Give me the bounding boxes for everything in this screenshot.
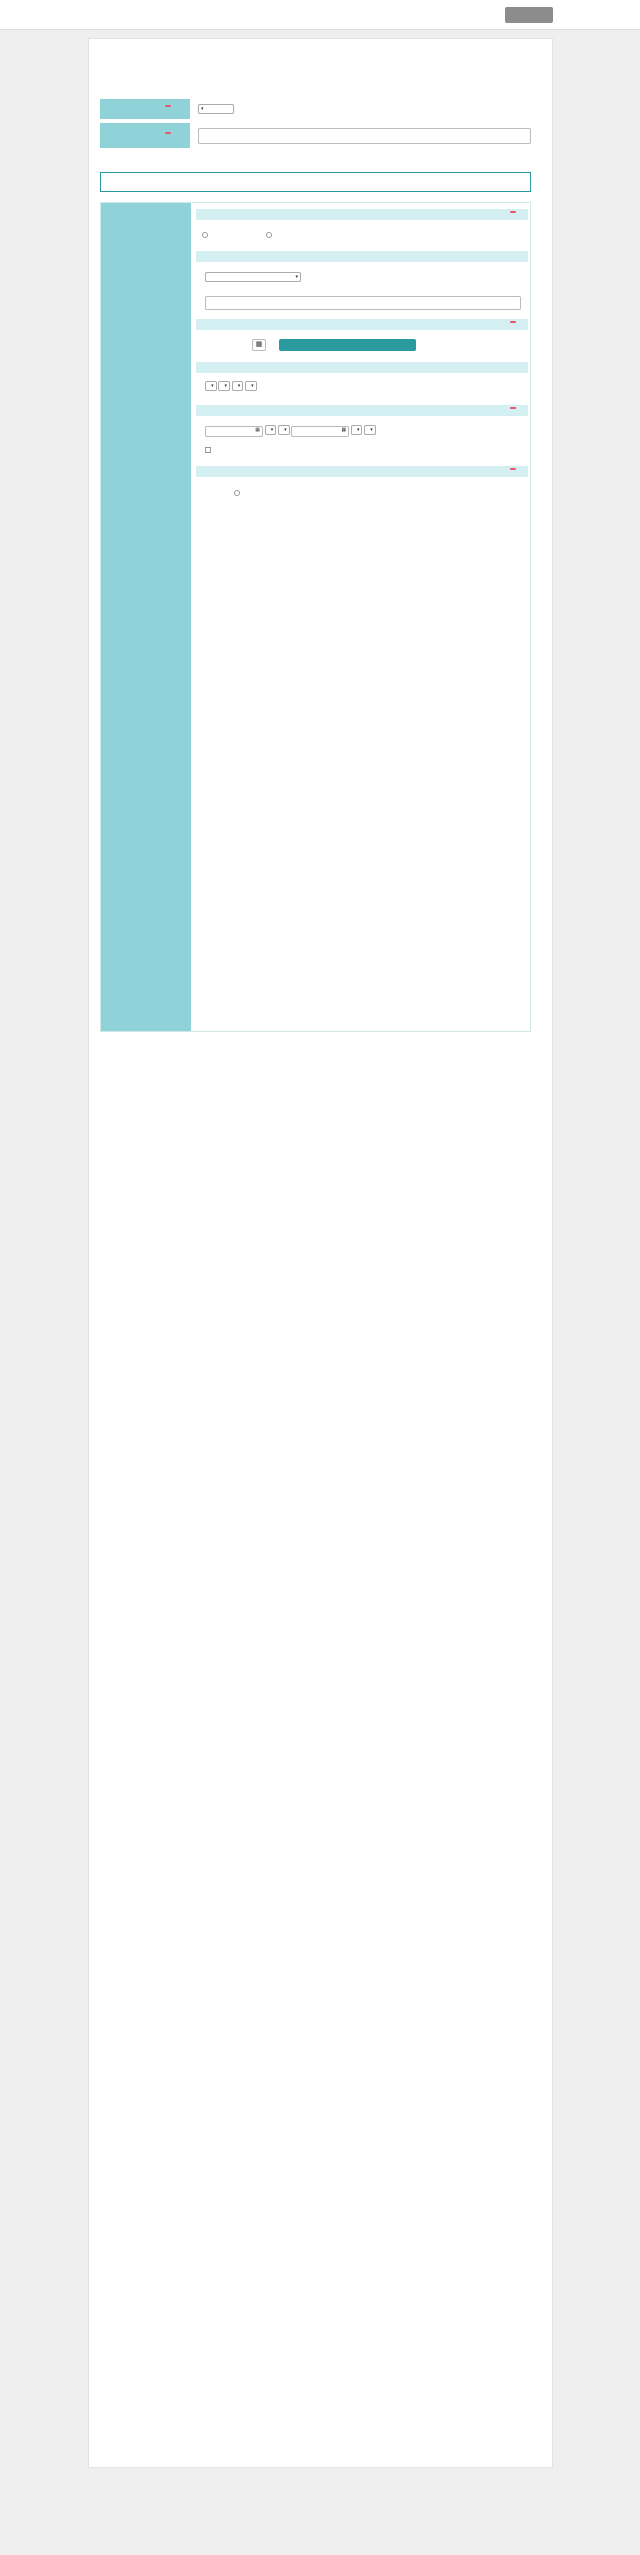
reserve-required[interactable]: [234, 490, 243, 497]
theme-label: [100, 99, 190, 119]
date-set-button[interactable]: [279, 339, 416, 351]
schedule-toggle[interactable]: [100, 172, 531, 192]
reserve-header: [196, 466, 528, 477]
min-select[interactable]: ▾: [245, 381, 257, 391]
radio-icon: [202, 232, 208, 238]
date-input[interactable]: ▦: [252, 339, 266, 351]
radio-icon: [266, 232, 272, 238]
hour-select[interactable]: ▾: [205, 381, 217, 391]
date-input[interactable]: ▦: [205, 426, 263, 437]
checkbox-icon: [205, 447, 211, 453]
display-range[interactable]: [205, 426, 376, 437]
venue-select[interactable]: ▾: [205, 272, 301, 282]
venue-header: [196, 251, 528, 262]
schedule-side-label: [101, 203, 191, 1031]
time-header: [196, 362, 528, 373]
required-badge: [510, 407, 516, 409]
theme-select[interactable]: ▾: [198, 104, 234, 114]
min-select[interactable]: ▾: [278, 425, 290, 435]
min-select[interactable]: ▾: [364, 425, 376, 435]
display-fix-check[interactable]: [205, 447, 214, 454]
min-select[interactable]: ▾: [218, 381, 230, 391]
required-badge: [165, 105, 171, 107]
title-label: [100, 123, 190, 148]
required-badge: [510, 321, 516, 323]
format-offline[interactable]: [202, 232, 211, 239]
format-header: [196, 209, 528, 220]
date-input[interactable]: ▦: [291, 426, 349, 437]
display-header: [196, 405, 528, 416]
hour-select[interactable]: ▾: [265, 425, 277, 435]
title-input[interactable]: [198, 128, 531, 144]
format-online[interactable]: [266, 232, 275, 239]
date-header: [196, 319, 528, 330]
close-button[interactable]: [505, 7, 553, 23]
time-range[interactable]: [205, 383, 257, 389]
required-badge: [165, 132, 171, 134]
radio-icon: [234, 490, 240, 496]
hour-select[interactable]: ▾: [351, 425, 363, 435]
required-badge: [510, 211, 516, 213]
venue-input[interactable]: [205, 296, 521, 310]
required-badge: [510, 468, 516, 470]
hour-select[interactable]: ▾: [232, 381, 244, 391]
